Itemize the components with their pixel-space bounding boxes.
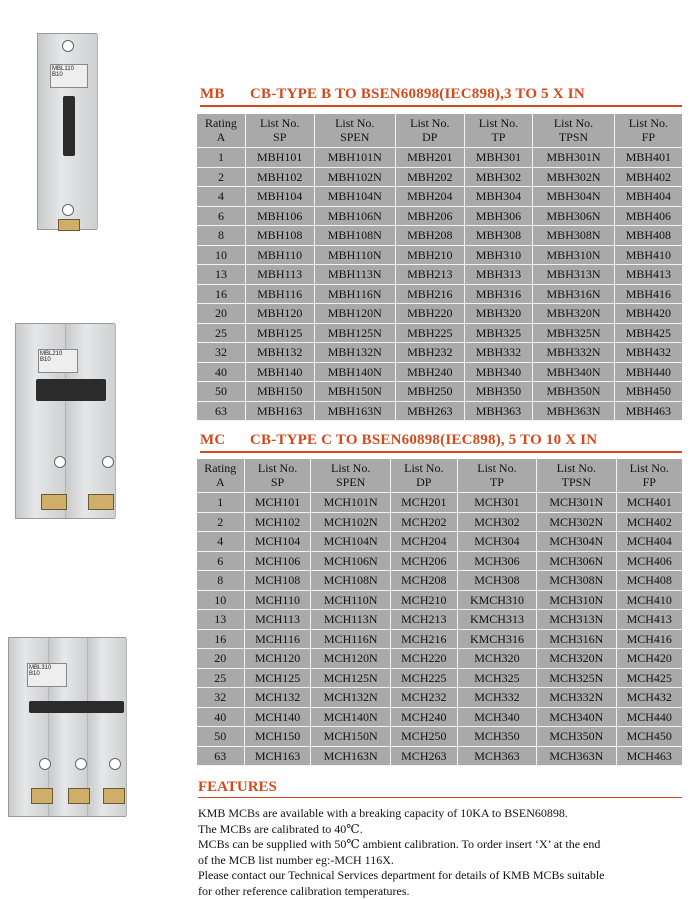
list-number-cell: MCH340N: [537, 708, 616, 728]
list-number-cell: MCH325N: [537, 669, 616, 689]
list-number-cell: MBH440: [615, 363, 682, 383]
table-row: [197, 513, 682, 533]
list-number-cell: MBH125: [246, 324, 315, 344]
table-header-row: [197, 459, 682, 493]
table-row: [197, 552, 682, 572]
table-row: [197, 649, 682, 669]
rating-cell: 25: [197, 324, 246, 344]
breaker-label: MBL210 B10: [38, 349, 78, 373]
list-number-cell: MBH301: [465, 148, 534, 168]
column-header: Rating A: [197, 114, 246, 148]
features-line: MCBs can be supplied with 50℃ ambient calibration. To order insert ‘X’ at the end: [198, 837, 678, 853]
table-row: [197, 747, 682, 767]
list-number-cell: MCH140: [245, 708, 312, 728]
list-number-cell: MCH308N: [537, 571, 616, 591]
list-number-cell: MBH102: [246, 168, 315, 188]
list-number-cell: MBH104: [246, 187, 315, 207]
list-number-cell: MBH320N: [533, 304, 614, 324]
list-number-cell: MBH163: [246, 402, 315, 422]
list-number-cell: MBH310N: [533, 246, 614, 266]
list-number-cell: MCH102N: [311, 513, 390, 533]
list-number-cell: MBH102N: [315, 168, 396, 188]
list-number-cell: MCH125: [245, 669, 312, 689]
table-row: [197, 727, 682, 747]
list-number-cell: MBH408: [615, 226, 682, 246]
column-header: List No. SP: [246, 114, 315, 148]
list-number-cell: MCH410: [617, 591, 682, 611]
list-number-cell: MBH220: [396, 304, 465, 324]
list-number-cell: MCH308: [458, 571, 537, 591]
toggle-handle: [29, 701, 124, 713]
breaker-label: MBL310 B10: [27, 663, 67, 687]
list-number-cell: MCH302N: [537, 513, 616, 533]
list-number-cell: MBH420: [615, 304, 682, 324]
list-number-cell: MCH113N: [311, 610, 390, 630]
triple-pole-breaker-image: [8, 637, 126, 817]
rating-cell: 1: [197, 493, 245, 513]
table-row: [197, 708, 682, 728]
table-row: [197, 246, 682, 266]
features-text: [198, 806, 678, 899]
table-row: [197, 610, 682, 630]
list-number-cell: MBH406: [615, 207, 682, 227]
rating-cell: 20: [197, 304, 246, 324]
table-row: [197, 265, 682, 285]
column-header: List No. TPSN: [537, 459, 616, 493]
list-number-cell: MBH402: [615, 168, 682, 188]
type-b-catalog-table: [197, 114, 682, 421]
column-header: List No. SP: [245, 459, 312, 493]
list-number-cell: MCH101: [245, 493, 312, 513]
list-number-cell: MBH308N: [533, 226, 614, 246]
list-number-cell: MCH202: [391, 513, 458, 533]
list-number-cell: MCH120: [245, 649, 312, 669]
list-number-cell: MBH250: [396, 382, 465, 402]
list-number-cell: MCH332N: [537, 688, 616, 708]
table-row: [197, 688, 682, 708]
list-number-cell: MCH110: [245, 591, 312, 611]
table-row: [197, 493, 682, 513]
list-number-cell: MBH432: [615, 343, 682, 363]
rating-cell: 63: [197, 402, 246, 422]
rating-cell: 8: [197, 571, 245, 591]
list-number-cell: MBH101: [246, 148, 315, 168]
list-number-cell: MBH306N: [533, 207, 614, 227]
list-number-cell: MBH232: [396, 343, 465, 363]
list-number-cell: MCH416: [617, 630, 682, 650]
rating-cell: 6: [197, 552, 245, 572]
rating-cell: 10: [197, 246, 246, 266]
list-number-cell: MBH313N: [533, 265, 614, 285]
list-number-cell: KMCH316: [458, 630, 537, 650]
list-number-cell: MCH350: [458, 727, 537, 747]
column-header: List No. TP: [458, 459, 537, 493]
column-header: List No. TPSN: [533, 114, 614, 148]
list-number-cell: MCH304N: [537, 532, 616, 552]
list-number-cell: MCH313N: [537, 610, 616, 630]
table-row: [197, 148, 682, 168]
list-number-cell: MBH310: [465, 246, 534, 266]
list-number-cell: MCH306: [458, 552, 537, 572]
list-number-cell: MBH113: [246, 265, 315, 285]
column-header: List No. FP: [617, 459, 682, 493]
list-number-cell: MCH363: [458, 747, 537, 767]
column-header: List No. TP: [465, 114, 534, 148]
list-number-cell: MCH240: [391, 708, 458, 728]
table-row: [197, 532, 682, 552]
rating-cell: 13: [197, 265, 246, 285]
list-number-cell: MCH440: [617, 708, 682, 728]
column-header: List No. SPEN: [315, 114, 396, 148]
rating-cell: 20: [197, 649, 245, 669]
list-number-cell: MBH110: [246, 246, 315, 266]
column-header: List No. SPEN: [311, 459, 390, 493]
list-number-cell: MBH120N: [315, 304, 396, 324]
rating-cell: 16: [197, 285, 246, 305]
list-number-cell: MBH106: [246, 207, 315, 227]
list-number-cell: MBH410: [615, 246, 682, 266]
list-number-cell: MCH425: [617, 669, 682, 689]
table-row: [197, 591, 682, 611]
list-number-cell: MBH140N: [315, 363, 396, 383]
features-line: The MCBs are calibrated to 40℃.: [198, 822, 678, 838]
list-number-cell: MBH363N: [533, 402, 614, 422]
rating-cell: 40: [197, 363, 246, 383]
list-number-cell: MCH450: [617, 727, 682, 747]
list-number-cell: KMCH313: [458, 610, 537, 630]
list-number-cell: MBH240: [396, 363, 465, 383]
section-title-mc: MC CB-TYPE C TO BSEN60898(IEC898), 5 TO 10 X IN: [200, 432, 597, 449]
list-number-cell: MCH302: [458, 513, 537, 533]
list-number-cell: MBH320: [465, 304, 534, 324]
list-number-cell: MCH350N: [537, 727, 616, 747]
list-number-cell: MCH140N: [311, 708, 390, 728]
list-number-cell: MBH225: [396, 324, 465, 344]
rating-cell: 4: [197, 187, 246, 207]
rating-cell: 63: [197, 747, 245, 767]
list-number-cell: MCH206: [391, 552, 458, 572]
rating-cell: 13: [197, 610, 245, 630]
list-number-cell: MBH302N: [533, 168, 614, 188]
list-number-cell: MCH216: [391, 630, 458, 650]
list-number-cell: MBH313: [465, 265, 534, 285]
list-number-cell: MBH302: [465, 168, 534, 188]
list-number-cell: MCH106N: [311, 552, 390, 572]
list-number-cell: MBH404: [615, 187, 682, 207]
list-number-cell: MBH413: [615, 265, 682, 285]
table-row: [197, 363, 682, 383]
rating-cell: 1: [197, 148, 246, 168]
list-number-cell: MBH325: [465, 324, 534, 344]
list-number-cell: MCH116N: [311, 630, 390, 650]
list-number-cell: MCH220: [391, 649, 458, 669]
table-row: [197, 571, 682, 591]
list-number-cell: MCH408: [617, 571, 682, 591]
list-number-cell: MBH450: [615, 382, 682, 402]
table-row: [197, 285, 682, 305]
table-row: [197, 630, 682, 650]
rating-cell: 50: [197, 727, 245, 747]
list-number-cell: MBH101N: [315, 148, 396, 168]
section-title-mb: MB CB-TYPE B TO BSEN60898(IEC898),3 TO 5 X IN: [200, 86, 585, 103]
list-number-cell: MBH332N: [533, 343, 614, 363]
list-number-cell: MBH332: [465, 343, 534, 363]
list-number-cell: MCH340: [458, 708, 537, 728]
list-number-cell: MCH306N: [537, 552, 616, 572]
list-number-cell: MCH301: [458, 493, 537, 513]
list-number-cell: MBH116: [246, 285, 315, 305]
toggle-handle: [63, 96, 75, 156]
list-number-cell: MCH210: [391, 591, 458, 611]
list-number-cell: MBH463: [615, 402, 682, 422]
list-number-cell: MCH113: [245, 610, 312, 630]
table-row: [197, 382, 682, 402]
list-number-cell: MBH325N: [533, 324, 614, 344]
list-number-cell: MCH102: [245, 513, 312, 533]
list-number-cell: MCH106: [245, 552, 312, 572]
table-row: [197, 343, 682, 363]
rating-cell: 2: [197, 513, 245, 533]
list-number-cell: MBH363: [465, 402, 534, 422]
list-number-cell: MCH402: [617, 513, 682, 533]
list-number-cell: MBH106N: [315, 207, 396, 227]
rating-cell: 8: [197, 226, 246, 246]
rating-cell: 4: [197, 532, 245, 552]
breaker-label: MBL110 B10: [50, 64, 88, 88]
list-number-cell: MCH432: [617, 688, 682, 708]
list-number-cell: MBH113N: [315, 265, 396, 285]
list-number-cell: MBH340: [465, 363, 534, 383]
list-number-cell: MBH210: [396, 246, 465, 266]
list-number-cell: MBH104N: [315, 187, 396, 207]
type-c-catalog-table: [197, 459, 682, 766]
list-number-cell: MBH308: [465, 226, 534, 246]
rating-cell: 6: [197, 207, 246, 227]
list-number-cell: MBH202: [396, 168, 465, 188]
features-line: of the MCB list number eg:-MCH 116X.: [198, 853, 678, 869]
features-line: for other reference calibration temperatures.: [198, 884, 678, 899]
list-number-cell: KMCH310: [458, 591, 537, 611]
list-number-cell: MBH208: [396, 226, 465, 246]
section-divider: [200, 451, 682, 453]
list-number-cell: MCH316N: [537, 630, 616, 650]
list-number-cell: MCH132: [245, 688, 312, 708]
single-pole-breaker-image: [37, 33, 97, 230]
list-number-cell: MBH301N: [533, 148, 614, 168]
list-number-cell: MBH304: [465, 187, 534, 207]
list-number-cell: MBH108: [246, 226, 315, 246]
list-number-cell: MCH363N: [537, 747, 616, 767]
table-row: [197, 324, 682, 344]
list-number-cell: MCH150N: [311, 727, 390, 747]
list-number-cell: MCH132N: [311, 688, 390, 708]
list-number-cell: MCH101N: [311, 493, 390, 513]
list-number-cell: MBH201: [396, 148, 465, 168]
list-number-cell: MCH232: [391, 688, 458, 708]
features-divider: [198, 797, 682, 798]
list-number-cell: MCH320: [458, 649, 537, 669]
list-number-cell: MCH463: [617, 747, 682, 767]
list-number-cell: MBH316N: [533, 285, 614, 305]
list-number-cell: MCH401: [617, 493, 682, 513]
list-number-cell: MBH401: [615, 148, 682, 168]
list-number-cell: MBH150N: [315, 382, 396, 402]
list-number-cell: MCH310N: [537, 591, 616, 611]
list-number-cell: MBH150: [246, 382, 315, 402]
rating-cell: 32: [197, 688, 245, 708]
list-number-cell: MBH110N: [315, 246, 396, 266]
list-number-cell: MBH204: [396, 187, 465, 207]
table-row: [197, 402, 682, 422]
list-number-cell: MCH120N: [311, 649, 390, 669]
list-number-cell: MBH132: [246, 343, 315, 363]
table-row: [197, 168, 682, 188]
column-header: List No. DP: [391, 459, 458, 493]
features-line: Please contact our Technical Services department for details of KMB MCBs suitable: [198, 868, 678, 884]
rating-cell: 50: [197, 382, 246, 402]
list-number-cell: MCH404: [617, 532, 682, 552]
rating-cell: 2: [197, 168, 246, 188]
list-number-cell: MCH108N: [311, 571, 390, 591]
rating-cell: 16: [197, 630, 245, 650]
list-number-cell: MBH116N: [315, 285, 396, 305]
list-number-cell: MBH213: [396, 265, 465, 285]
list-number-cell: MBH125N: [315, 324, 396, 344]
table-row: [197, 304, 682, 324]
list-number-cell: MCH110N: [311, 591, 390, 611]
list-number-cell: MBH206: [396, 207, 465, 227]
rating-cell: 40: [197, 708, 245, 728]
list-number-cell: MBH140: [246, 363, 315, 383]
table-row: [197, 226, 682, 246]
list-number-cell: MCH204: [391, 532, 458, 552]
rating-cell: 32: [197, 343, 246, 363]
list-number-cell: MBH304N: [533, 187, 614, 207]
rating-cell: 10: [197, 591, 245, 611]
table-row: [197, 207, 682, 227]
list-number-cell: MBH350: [465, 382, 534, 402]
list-number-cell: MCH108: [245, 571, 312, 591]
list-number-cell: MCH320N: [537, 649, 616, 669]
list-number-cell: MBH108N: [315, 226, 396, 246]
list-number-cell: MBH425: [615, 324, 682, 344]
features-heading: FEATURES: [198, 779, 277, 796]
double-pole-breaker-image: [15, 323, 115, 519]
list-number-cell: MCH406: [617, 552, 682, 572]
column-header: List No. DP: [396, 114, 465, 148]
list-number-cell: MCH213: [391, 610, 458, 630]
list-number-cell: MBH306: [465, 207, 534, 227]
list-number-cell: MCH332: [458, 688, 537, 708]
list-number-cell: MBH216: [396, 285, 465, 305]
list-number-cell: MBH416: [615, 285, 682, 305]
list-number-cell: MBH132N: [315, 343, 396, 363]
list-number-cell: MCH163: [245, 747, 312, 767]
list-number-cell: MCH201: [391, 493, 458, 513]
list-number-cell: MCH263: [391, 747, 458, 767]
column-header: Rating A: [197, 459, 245, 493]
list-number-cell: MCH104N: [311, 532, 390, 552]
list-number-cell: MCH125N: [311, 669, 390, 689]
table-row: [197, 187, 682, 207]
list-number-cell: MCH150: [245, 727, 312, 747]
list-number-cell: MCH420: [617, 649, 682, 669]
list-number-cell: MBH263: [396, 402, 465, 422]
list-number-cell: MCH301N: [537, 493, 616, 513]
list-number-cell: MCH104: [245, 532, 312, 552]
list-number-cell: MCH413: [617, 610, 682, 630]
list-number-cell: MBH350N: [533, 382, 614, 402]
list-number-cell: MCH325: [458, 669, 537, 689]
list-number-cell: MBH120: [246, 304, 315, 324]
table-header-row: [197, 114, 682, 148]
column-header: List No. FP: [615, 114, 682, 148]
section-divider: [200, 105, 682, 107]
list-number-cell: MCH250: [391, 727, 458, 747]
table-row: [197, 669, 682, 689]
list-number-cell: MCH208: [391, 571, 458, 591]
list-number-cell: MCH163N: [311, 747, 390, 767]
features-line: KMB MCBs are available with a breaking capacity of 10KA to BSEN60898.: [198, 806, 678, 822]
list-number-cell: MBH163N: [315, 402, 396, 422]
toggle-handle: [36, 379, 106, 401]
list-number-cell: MBH340N: [533, 363, 614, 383]
list-number-cell: MBH316: [465, 285, 534, 305]
list-number-cell: MCH116: [245, 630, 312, 650]
list-number-cell: MCH225: [391, 669, 458, 689]
rating-cell: 25: [197, 669, 245, 689]
list-number-cell: MCH304: [458, 532, 537, 552]
